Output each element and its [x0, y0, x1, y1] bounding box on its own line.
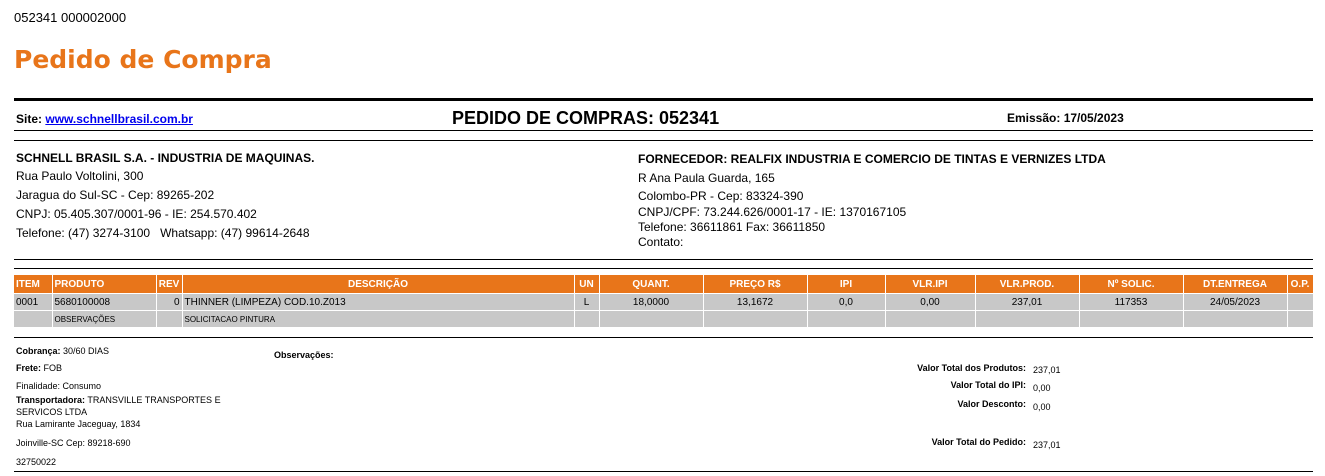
items-table	[14, 275, 1314, 327]
site-label: Site:	[16, 112, 43, 126]
col-header: QUANT.	[599, 275, 703, 294]
discount-value: 0,00	[1033, 402, 1051, 412]
cell-empty	[1079, 311, 1183, 328]
col-header: PREÇO R$	[703, 275, 807, 294]
col-header: ITEM	[14, 275, 52, 294]
supplier-block	[638, 151, 1106, 250]
cell-rev: 0	[156, 294, 182, 311]
col-header: O.P.	[1287, 275, 1313, 294]
cell-quantity: 18,0000	[599, 294, 703, 311]
total-order-value: 237,01	[1033, 440, 1061, 450]
transportadora-name-2: SERVICOS LTDA	[16, 407, 88, 417]
cobranca-label: Cobrança:	[16, 346, 61, 356]
obs-label: OBSERVAÇÕES	[52, 311, 156, 328]
buyer-name: SCHNELL BRASIL S.A. - INDUSTRIA DE MAQUINAS.	[16, 151, 315, 165]
buyer-address: Rua Paulo Voltolini, 300	[16, 169, 144, 183]
cell-empty	[599, 311, 703, 328]
cell-vlr-prod: 237,01	[975, 294, 1079, 311]
divider-thick	[14, 98, 1313, 101]
table-row	[14, 294, 1313, 311]
cobranca-value: 30/60 DIAS	[63, 346, 110, 356]
cell-empty	[1287, 311, 1313, 328]
buyer-phone: Telefone: (47) 3274-3100 Whatsapp: (47) 99614-2648	[16, 226, 310, 240]
cell-description: THINNER (LIMPEZA) COD.10.Z013	[182, 294, 574, 311]
supplier-contact: Contato:	[638, 235, 684, 249]
finalidade: Finalidade: Consumo	[16, 381, 102, 391]
divider	[14, 259, 1313, 260]
buyer-city: Jaragua do Sul-SC - Cep: 89265-202	[16, 188, 215, 202]
site-line	[16, 112, 193, 126]
cell-price: 13,1672	[703, 294, 807, 311]
transportadora-label: Transportadora:	[16, 395, 86, 405]
table-obs-row	[14, 311, 1313, 328]
divider	[14, 337, 1313, 338]
cell-empty	[975, 311, 1079, 328]
document-code: 052341 000002000	[14, 10, 127, 25]
buyer-block	[16, 149, 314, 242]
cell-empty	[574, 311, 599, 328]
col-header: VLR.IPI	[885, 275, 975, 294]
transportadora-address: Rua Lamirante Jaceguay, 1834	[16, 419, 141, 429]
col-header: UN	[574, 275, 599, 294]
order-title: PEDIDO DE COMPRAS: 052341	[452, 108, 720, 128]
supplier-name: FORNECEDOR: REALFIX INDUSTRIA E COMERCIO DE TINTAS E VERNIZES LTDA	[638, 152, 1106, 166]
table-header-row	[14, 275, 1313, 294]
frete-line	[16, 362, 62, 374]
col-header: Nº SOLIC.	[1079, 275, 1183, 294]
cobranca-line	[16, 345, 109, 357]
frete-label: Frete:	[16, 363, 42, 373]
cell-ipi: 0,0	[807, 294, 885, 311]
col-header: DT.ENTREGA	[1183, 275, 1287, 294]
cell-empty	[703, 311, 807, 328]
cell-product: 5680100008	[52, 294, 156, 311]
total-products-value: 237,01	[1033, 365, 1061, 375]
cell-unit: L	[574, 294, 599, 311]
cell-delivery: 24/05/2023	[1183, 294, 1287, 311]
col-header: IPI	[807, 275, 885, 294]
col-header: PRODUTO	[52, 275, 156, 294]
emission-date: Emissão: 17/05/2023	[1007, 111, 1124, 125]
transportadora-name-1: TRANSVILLE TRANSPORTES E	[87, 395, 221, 405]
cell-empty	[156, 311, 182, 328]
cell-empty	[1183, 311, 1287, 328]
cell-op	[1287, 294, 1313, 311]
col-header: VLR.PROD.	[975, 275, 1079, 294]
cell-vlr-ipi: 0,00	[885, 294, 975, 311]
observacoes-label: Observações:	[274, 350, 334, 360]
transportadora-city: Joinville-SC Cep: 89218-690	[16, 438, 131, 448]
cell-empty	[807, 311, 885, 328]
col-header: DESCRIÇÃO	[182, 275, 574, 294]
cell-empty	[14, 311, 52, 328]
supplier-cnpj: CNPJ/CPF: 73.244.626/0001-17 - IE: 1370167105	[638, 205, 907, 219]
frete-value: FOB	[43, 363, 63, 373]
page-title: Pedido de Compra	[14, 45, 272, 74]
cell-request: 117353	[1079, 294, 1183, 311]
divider	[14, 268, 1313, 269]
buyer-cnpj: CNPJ: 05.405.307/0001-96 - IE: 254.570.402	[16, 207, 257, 221]
transportadora-code: 32750022	[16, 457, 57, 467]
col-header: REV	[156, 275, 182, 294]
cell-item: 0001	[14, 294, 52, 311]
divider	[14, 140, 1313, 141]
total-ipi-label: Valor Total do IPI:	[950, 380, 1026, 390]
supplier-city: Colombo-PR - Cep: 83324-390	[638, 189, 804, 203]
supplier-address: R Ana Paula Guarda, 165	[638, 171, 775, 185]
divider	[14, 471, 1313, 472]
total-ipi-value: 0,00	[1033, 383, 1051, 393]
obs-value: SOLICITACAO PINTURA	[182, 311, 574, 328]
supplier-phone: Telefone: 36611861 Fax: 36611850	[638, 220, 826, 234]
site-link[interactable]: www.schnellbrasil.com.br	[45, 112, 193, 126]
divider	[14, 130, 1313, 131]
transportadora-block	[16, 394, 256, 430]
discount-label: Valor Desconto:	[957, 399, 1026, 409]
cell-empty	[885, 311, 975, 328]
total-products-label: Valor Total dos Produtos:	[917, 363, 1026, 373]
total-order-label: Valor Total do Pedido:	[931, 437, 1026, 447]
